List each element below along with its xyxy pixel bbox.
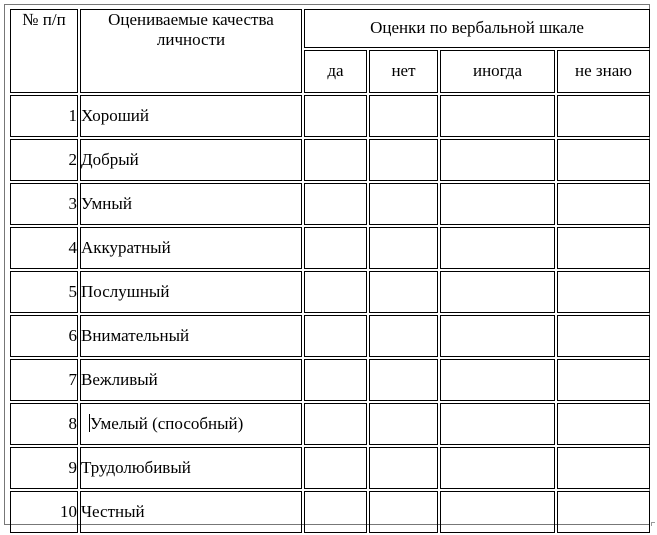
cell-yes[interactable] (304, 183, 367, 225)
table-row (10, 139, 650, 181)
table-row (10, 491, 650, 533)
page-corner-mark (651, 522, 655, 526)
row-number[interactable]: 3 (10, 183, 78, 225)
row-number[interactable]: 5 (10, 271, 78, 313)
cell-dont-know[interactable] (557, 315, 650, 357)
cell-dont-know[interactable] (557, 491, 650, 533)
cell-dont-know[interactable] (557, 183, 650, 225)
cell-yes[interactable] (304, 491, 367, 533)
header-option-sometimes[interactable]: иногда (440, 50, 555, 93)
header-row (10, 9, 650, 48)
row-number[interactable]: 2 (10, 139, 78, 181)
table-row (10, 447, 650, 489)
cell-dont-know[interactable] (557, 447, 650, 489)
cell-no[interactable] (369, 491, 438, 533)
table-row (10, 271, 650, 313)
header-quality[interactable]: Оцениваемые качества личности (80, 9, 302, 93)
cell-sometimes[interactable] (440, 491, 555, 533)
row-number[interactable]: 4 (10, 227, 78, 269)
header-option-yes[interactable]: да (304, 50, 367, 93)
cell-sometimes[interactable] (440, 447, 555, 489)
survey-table (8, 7, 652, 535)
cell-dont-know[interactable] (557, 403, 650, 445)
cell-no[interactable] (369, 183, 438, 225)
cell-yes[interactable] (304, 271, 367, 313)
header-scale[interactable]: Оценки по вербальной шкале (304, 9, 650, 48)
cell-yes[interactable] (304, 359, 367, 401)
row-number[interactable]: 9 (10, 447, 78, 489)
row-quality[interactable]: Вежливый (80, 359, 302, 401)
row-number[interactable]: 7 (10, 359, 78, 401)
row-number[interactable]: 6 (10, 315, 78, 357)
cell-sometimes[interactable] (440, 227, 555, 269)
row-quality[interactable]: Аккуратный (80, 227, 302, 269)
header-option-no[interactable]: нет (369, 50, 438, 93)
cell-sometimes[interactable] (440, 359, 555, 401)
cell-no[interactable] (369, 95, 438, 137)
cell-sometimes[interactable] (440, 183, 555, 225)
cell-yes[interactable] (304, 315, 367, 357)
row-quality[interactable]: Послушный (80, 271, 302, 313)
cell-no[interactable] (369, 403, 438, 445)
row-quality-text: Умелый (способный) (90, 414, 244, 433)
cell-sometimes[interactable] (440, 271, 555, 313)
cell-sometimes[interactable] (440, 315, 555, 357)
cell-yes[interactable] (304, 95, 367, 137)
row-quality[interactable]: Умный (80, 183, 302, 225)
cell-dont-know[interactable] (557, 359, 650, 401)
row-quality[interactable]: Добрый (80, 139, 302, 181)
row-number[interactable]: 1 (10, 95, 78, 137)
table-row (10, 95, 650, 137)
header-number[interactable]: № п/п (10, 9, 78, 93)
cell-yes[interactable] (304, 403, 367, 445)
cell-no[interactable] (369, 227, 438, 269)
cell-no[interactable] (369, 139, 438, 181)
row-quality[interactable]: Честный (80, 491, 302, 533)
cell-dont-know[interactable] (557, 95, 650, 137)
cell-no[interactable] (369, 315, 438, 357)
cell-sometimes[interactable] (440, 403, 555, 445)
cell-yes[interactable] (304, 139, 367, 181)
row-quality[interactable]: Внимательный (80, 315, 302, 357)
cell-no[interactable] (369, 447, 438, 489)
table-row (10, 315, 650, 357)
cell-sometimes[interactable] (440, 95, 555, 137)
row-quality[interactable] (80, 403, 302, 445)
table-row (10, 403, 650, 445)
cell-yes[interactable] (304, 227, 367, 269)
header-option-dont-know[interactable]: не знаю (557, 50, 650, 93)
row-quality[interactable]: Трудолюбивый (80, 447, 302, 489)
row-number[interactable]: 10 (10, 491, 78, 533)
cell-yes[interactable] (304, 447, 367, 489)
table-row (10, 183, 650, 225)
row-quality[interactable]: Хороший (80, 95, 302, 137)
cell-no[interactable] (369, 359, 438, 401)
cell-dont-know[interactable] (557, 271, 650, 313)
cell-dont-know[interactable] (557, 227, 650, 269)
table-row (10, 359, 650, 401)
table-row (10, 227, 650, 269)
cell-sometimes[interactable] (440, 139, 555, 181)
row-number[interactable]: 8 (10, 403, 78, 445)
cell-no[interactable] (369, 271, 438, 313)
cell-dont-know[interactable] (557, 139, 650, 181)
